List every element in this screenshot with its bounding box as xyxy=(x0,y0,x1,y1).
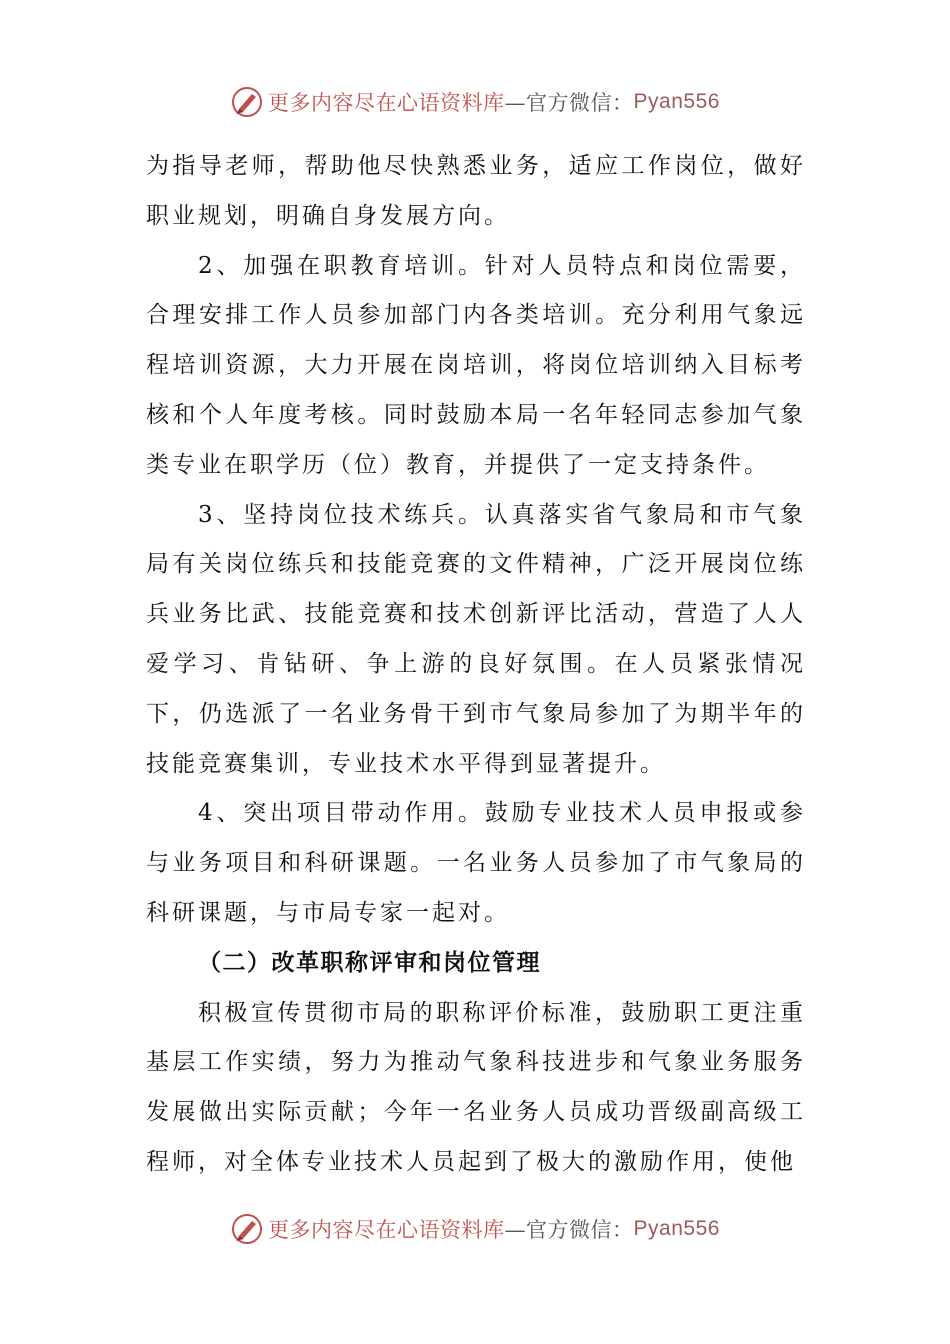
paragraph: 为指导老师，帮助他尽快熟悉业务，适应工作岗位，做好职业规划，明确自身发展方向。 xyxy=(146,153,806,229)
footer-watermark xyxy=(0,1209,950,1249)
paragraph: 3、坚持岗位技术练兵。认真落实省气象局和市气象局有关岗位练兵和技能竞赛的文件精神，广泛开展岗位练兵业务比武、技能竞赛和技术创新评比活动，营造了人人爱学习、肯钻研、争上游的良好氛围。在人员紧张情况下，仍选派了一名业务骨干到市气象局参加了为期半年的技能竞赛集训，专业技术水平得到显著提升。 xyxy=(146,501,806,777)
paragraph: 积极宣传贯彻市局的职称评价标准，鼓励职工更注重基层工作实绩，努力为推动气象科技进步和气象业务服务发展做出实际贡献；今年一名业务人员成功晋级副高级工程师，对全体专业技术人员起到了极大的激励作用，使他 xyxy=(146,999,806,1175)
watermark-text-id: Pyan556 xyxy=(633,1217,720,1240)
section-heading: （二）改革职称评审和岗位管理 xyxy=(198,949,541,976)
pen-logo-icon xyxy=(230,85,264,119)
pen-logo-icon xyxy=(230,1212,264,1246)
watermark-text-main: 更多内容尽在心语资料库 xyxy=(268,1218,505,1242)
watermark-text-id: Pyan556 xyxy=(633,90,720,113)
header-watermark xyxy=(0,82,950,122)
watermark-text-main: 更多内容尽在心语资料库 xyxy=(268,91,505,115)
watermark-text-wechat: —官方微信： xyxy=(504,1218,634,1242)
paragraph: 2、加强在职教育培训。针对人员特点和岗位需要，合理安排工作人员参加部门内各类培训。充分利用气象远程培训资源，大力开展在岗培训，将岗位培训纳入目标考核和个人年度考核。同时鼓励本局一名年轻同志参加气象类专业在职学历（位）教育，并提供了一定支持条件。 xyxy=(146,252,806,478)
document-body xyxy=(146,142,806,1188)
watermark-text-wechat: —官方微信： xyxy=(504,91,634,115)
paragraph: 4、突出项目带动作用。鼓励专业技术人员申报或参与业务项目和科研课题。一名业务人员参加了市气象局的科研课题，与市局专家一起对。 xyxy=(146,800,806,926)
